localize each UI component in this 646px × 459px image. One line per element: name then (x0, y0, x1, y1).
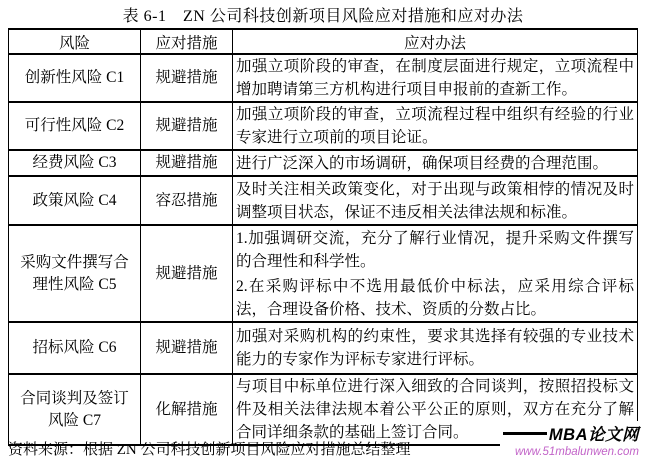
measure-cell: 规避措施 (141, 225, 233, 322)
method-paragraph: 1.加强调研交流，充分了解行业情况，提升采购文件撰写的合理性和科学性。 (236, 229, 634, 270)
method-cell (233, 102, 638, 150)
table-caption: 表 6-1 ZN 公司科技创新项目风险应对措施和应对办法 (122, 8, 524, 25)
measure-cell: 化解措施 (141, 374, 233, 445)
method-paragraph: 与项目中标单位进行深入细致的合同谈判，按照招投标文件及相关法律法规本着公平公正的原则，双方在充分了解合同详细条款的基础上签订合同。 (236, 378, 634, 441)
method-cell (233, 176, 638, 225)
table-row (9, 54, 638, 102)
watermark-url: www.51mbalunwen.com (514, 446, 639, 458)
table-row (9, 150, 638, 176)
method-paragraph: 加强立项阶段的审查，立项流程过程中组织有经验的行业专家进行立项前的项目论证。 (236, 106, 634, 146)
method-paragraph: 2.在采购评标中不选用最低价中标法，应采用综合评标法，合理设备价格、技术、资质的分数占比。 (236, 277, 634, 318)
method-paragraph: 进行广泛深入的市场调研，确保项目经费的合理范围。 (236, 154, 609, 172)
method-cell (233, 225, 638, 322)
risk-cell: 经费风险 C3 (9, 150, 141, 176)
measure-cell: 容忍措施 (141, 176, 233, 225)
method-cell (233, 54, 638, 102)
risk-cell: 政策风险 C4 (9, 176, 141, 225)
watermark-dash-icon (503, 432, 547, 435)
watermark (500, 421, 639, 458)
column-header-risk: 风险 (9, 29, 141, 54)
risk-cell: 合同谈判及签订风险 C7 (9, 374, 141, 445)
table-row (9, 176, 638, 225)
risk-response-table (8, 28, 638, 446)
method-cell (233, 322, 638, 374)
risk-cell: 采购文件撰写合理性风险 C5 (9, 225, 141, 322)
risk-cell: 招标风险 C6 (9, 322, 141, 374)
method-cell (233, 150, 638, 176)
table-row (9, 322, 638, 374)
column-header-method: 应对办法 (233, 29, 638, 54)
method-paragraph: 及时关注相关政策变化，对于出现与政策相悖的情况及时调整项目状态，保证不违反相关法律法规和标准。 (236, 180, 634, 221)
column-header-measure: 应对措施 (141, 29, 233, 54)
table-body (9, 54, 638, 445)
measure-cell: 规避措施 (141, 54, 233, 102)
watermark-brand-line (503, 421, 639, 445)
method-paragraph: 加强对采购机构的约束性，要求其选择有较强的专业技术能力的专家作为评标专家进行评标。 (236, 328, 634, 368)
method-paragraph: 加强立项阶段的审查，在制度层面进行规定，立项流程中增加聘请第三方机构进行项目申报前的查新工作。 (236, 58, 634, 98)
risk-cell: 可行性风险 C2 (9, 102, 141, 150)
measure-cell: 规避措施 (141, 150, 233, 176)
watermark-brand-name: MBA论文网 (548, 426, 639, 444)
table-row (9, 102, 638, 150)
risk-cell: 创新性风险 C1 (9, 54, 141, 102)
measure-cell: 规避措施 (141, 322, 233, 374)
source-note: 资料来源：根据 ZN 公司科技创新项目风险应对措施总结整理 (8, 442, 411, 458)
table-row (9, 225, 638, 322)
header-row (9, 29, 638, 54)
measure-cell: 规避措施 (141, 102, 233, 150)
